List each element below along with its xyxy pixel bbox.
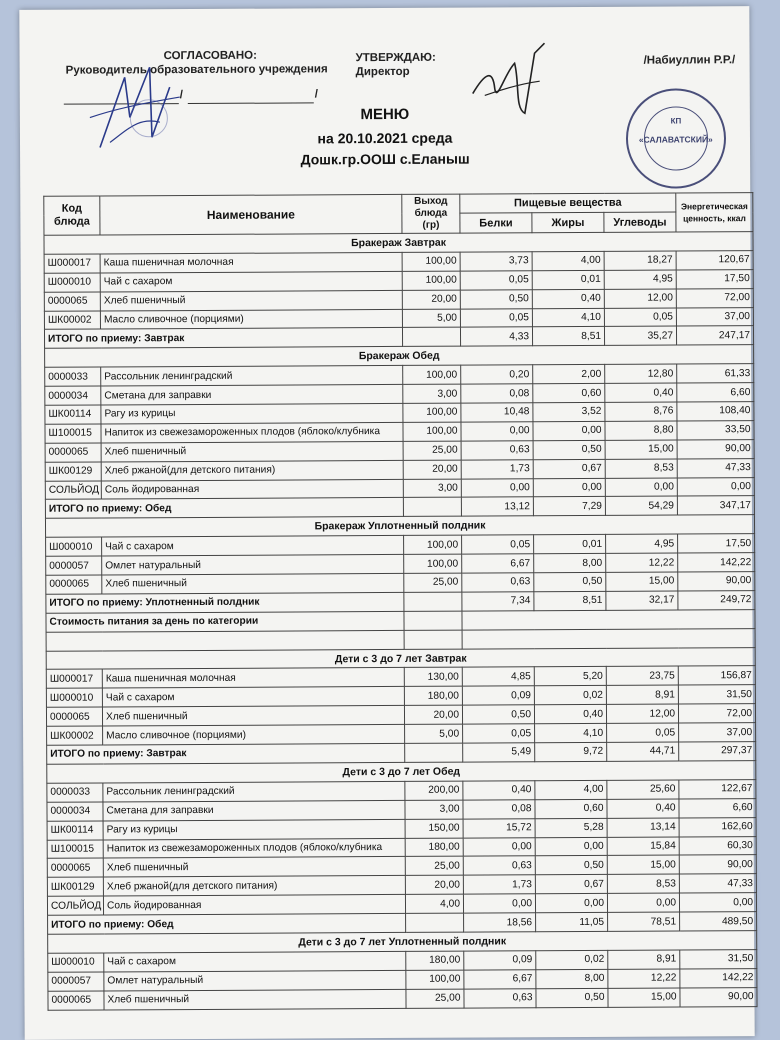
dish-carbs: 18,27 xyxy=(604,251,676,270)
dish-output: 3,00 xyxy=(403,384,461,403)
dish-carbs: 13,14 xyxy=(607,818,679,837)
dish-code: Ш100015 xyxy=(45,424,101,443)
dish-protein: 0,63 xyxy=(461,441,533,460)
dish-carbs: 15,00 xyxy=(605,440,677,459)
dish-output: 20,00 xyxy=(404,705,462,724)
dish-protein: 0,50 xyxy=(460,289,532,308)
agreed-slash-end: / xyxy=(314,88,318,101)
total-protein: 18,56 xyxy=(464,913,536,932)
dish-fat: 0,00 xyxy=(533,421,605,440)
dish-fat: 0,00 xyxy=(533,478,605,497)
dish-output: 130,00 xyxy=(404,668,462,687)
total-fat: 9,72 xyxy=(535,742,607,761)
dish-code: ШК00114 xyxy=(45,405,101,424)
dish-fat: 4,10 xyxy=(535,724,607,743)
dish-code: Ш100015 xyxy=(47,839,103,858)
dish-protein: 0,00 xyxy=(463,894,535,913)
dish-code: СОЛЬЙОД xyxy=(47,896,103,915)
dish-code: 0000033 xyxy=(47,783,103,802)
col-carbs-header: Углеводы xyxy=(604,212,676,232)
dish-carbs: 0,40 xyxy=(607,799,679,818)
dish-output: 20,00 xyxy=(402,290,460,309)
dish-carbs: 8,53 xyxy=(607,874,679,893)
dish-carbs: 0,05 xyxy=(604,308,676,327)
blank-cell xyxy=(46,630,404,651)
dish-carbs: 15,00 xyxy=(608,988,680,1007)
dish-output: 180,00 xyxy=(406,951,464,970)
dish-output: 100,00 xyxy=(403,403,461,422)
section-title: Дети с 3 до 7 лет Обед xyxy=(47,761,756,784)
dish-carbs: 8,91 xyxy=(606,685,678,704)
total-energy: 489,50 xyxy=(680,912,757,931)
dish-output: 4,00 xyxy=(405,894,463,913)
dish-carbs: 0,40 xyxy=(605,383,677,402)
dish-name: Хлеб пшеничный xyxy=(101,441,403,461)
dish-protein: 3,73 xyxy=(460,252,532,271)
stamp-kp: КП xyxy=(670,116,682,126)
dish-energy: 47,33 xyxy=(679,874,756,893)
dish-protein: 0,63 xyxy=(462,573,534,592)
dish-code: 0000057 xyxy=(46,556,102,575)
approve-title: УТВЕРЖДАЮ: xyxy=(355,51,436,65)
dish-name: Чай с сахаром xyxy=(102,536,404,556)
dish-protein: 0,05 xyxy=(462,535,534,554)
dish-fat: 0,50 xyxy=(533,440,605,459)
dish-fat: 2,00 xyxy=(533,365,605,384)
dish-fat: 0,50 xyxy=(535,856,607,875)
total-carbs: 44,71 xyxy=(607,742,679,761)
blank-cell xyxy=(404,630,462,649)
dish-fat: 5,28 xyxy=(535,818,607,837)
dish-fat: 3,52 xyxy=(533,402,605,421)
dish-name: Хлеб пшеничный xyxy=(103,857,405,877)
dish-fat: 8,00 xyxy=(536,969,608,988)
dish-protein: 0,09 xyxy=(464,951,536,970)
total-fat: 8,51 xyxy=(532,327,604,346)
col-protein-header: Белки xyxy=(460,213,532,233)
dish-fat: 0,67 xyxy=(533,459,605,478)
dish-fat: 0,00 xyxy=(535,894,607,913)
dish-output: 150,00 xyxy=(405,819,463,838)
dish-protein: 0,05 xyxy=(460,271,532,290)
total-protein: 13,12 xyxy=(461,497,533,516)
dish-protein: 1,73 xyxy=(461,459,533,478)
dish-carbs: 4,95 xyxy=(604,270,676,289)
dish-protein: 1,73 xyxy=(463,875,535,894)
dish-energy: 162,60 xyxy=(679,817,756,836)
total-output-empty xyxy=(402,328,460,347)
dish-name: Рагу из курицы xyxy=(103,819,405,839)
total-output-empty xyxy=(404,592,462,611)
total-fat: 11,05 xyxy=(536,912,608,931)
dish-carbs: 23,75 xyxy=(606,666,678,685)
section-title: Дети с 3 до 7 лет Завтрак xyxy=(46,647,755,670)
dish-energy: 31,50 xyxy=(680,949,757,968)
total-output-empty xyxy=(405,743,463,762)
stamp-name: «САЛАВАТСКИЙ» xyxy=(638,134,713,145)
dish-energy: 72,00 xyxy=(678,704,755,723)
dish-row xyxy=(48,987,757,1010)
col-code-header: Код блюда xyxy=(44,196,100,235)
dish-output: 100,00 xyxy=(404,535,462,554)
dish-name: Омлет натуральный xyxy=(102,555,404,575)
dish-fat: 0,60 xyxy=(533,383,605,402)
dish-protein: 0,63 xyxy=(463,856,535,875)
dish-energy: 60,30 xyxy=(679,836,756,855)
dish-energy: 120,67 xyxy=(676,250,753,269)
total-energy: 249,72 xyxy=(678,590,755,609)
dish-protein: 15,72 xyxy=(463,818,535,837)
dish-name: Напиток из свежезамороженных плодов (яблоко/клубника xyxy=(103,838,405,858)
dish-name: Хлеб ржаной(для детского питания) xyxy=(101,460,403,480)
dish-output: 100,00 xyxy=(403,422,461,441)
col-energy-header: Энергетическая ценность, ккал xyxy=(676,193,753,232)
col-nutrients-header: Пищевые вещества xyxy=(460,193,676,213)
dish-code: 0000034 xyxy=(47,802,103,821)
dish-name: Рассольник ленинградский xyxy=(101,366,403,386)
dish-energy: 156,87 xyxy=(678,666,755,685)
total-energy: 297,37 xyxy=(679,742,756,761)
dish-name: Сметана для заправки xyxy=(101,385,403,405)
dish-fat: 0,40 xyxy=(532,289,604,308)
dish-fat: 5,20 xyxy=(534,667,606,686)
dish-carbs: 12,00 xyxy=(606,704,678,723)
total-protein: 7,34 xyxy=(462,592,534,611)
dish-energy: 17,50 xyxy=(676,269,753,288)
dish-output: 100,00 xyxy=(403,365,461,384)
dish-carbs: 12,80 xyxy=(605,364,677,383)
dish-energy: 6,60 xyxy=(679,798,756,817)
dish-name: Хлеб пшеничный xyxy=(102,706,404,726)
dish-output: 100,00 xyxy=(402,252,460,271)
total-label: ИТОГО по приему: Уплотненный полдник xyxy=(46,592,404,613)
dish-code: 0000065 xyxy=(48,991,104,1010)
dish-output: 25,00 xyxy=(406,989,464,1008)
total-output-empty xyxy=(406,913,464,932)
dish-energy: 90,00 xyxy=(677,439,754,458)
menu-sheet xyxy=(19,6,754,1040)
dish-code: 0000065 xyxy=(45,443,101,462)
total-label: ИТОГО по приему: Обед xyxy=(45,498,403,519)
dish-carbs: 0,05 xyxy=(607,723,679,742)
total-fat: 8,51 xyxy=(534,591,606,610)
dish-fat: 0,40 xyxy=(534,705,606,724)
total-label: ИТОГО по приему: Завтрак xyxy=(47,743,405,764)
dish-carbs: 0,00 xyxy=(607,893,679,912)
dish-output: 3,00 xyxy=(403,479,461,498)
dish-name: Масло сливочное (порциями) xyxy=(103,725,405,745)
dish-protein: 4,85 xyxy=(462,667,534,686)
dish-protein: 0,50 xyxy=(462,705,534,724)
total-energy: 247,17 xyxy=(677,326,754,345)
dish-name: Хлеб пшеничный xyxy=(102,573,404,593)
dish-code: 0000057 xyxy=(48,972,104,991)
dish-name: Рагу из курицы xyxy=(101,403,403,423)
dish-name: Сметана для заправки xyxy=(103,800,405,820)
dish-carbs: 15,00 xyxy=(606,572,678,591)
dish-fat: 4,10 xyxy=(532,308,604,327)
dish-name: Каша пшеничная молочная xyxy=(100,252,402,272)
dish-energy: 72,00 xyxy=(676,288,753,307)
dish-energy: 90,00 xyxy=(680,987,757,1006)
dish-output: 100,00 xyxy=(402,271,460,290)
dish-protein: 10,48 xyxy=(461,403,533,422)
dish-fat: 0,50 xyxy=(534,572,606,591)
dish-carbs: 8,91 xyxy=(608,950,680,969)
dish-code: Ш000017 xyxy=(46,669,102,688)
dish-code: ШК00002 xyxy=(44,311,100,330)
section-title: Бракераж Обед xyxy=(45,345,754,368)
dish-carbs: 15,00 xyxy=(607,855,679,874)
dish-carbs: 8,76 xyxy=(605,402,677,421)
dish-carbs: 12,22 xyxy=(608,969,680,988)
dish-output: 5,00 xyxy=(402,309,460,328)
dish-carbs: 15,84 xyxy=(607,836,679,855)
dish-protein: 0,05 xyxy=(460,308,532,327)
dish-output: 25,00 xyxy=(404,573,462,592)
dish-energy: 90,00 xyxy=(678,572,755,591)
approve-subtitle: Директор xyxy=(355,65,410,79)
dish-fat: 4,00 xyxy=(535,780,607,799)
dish-energy: 6,60 xyxy=(677,383,754,402)
cost-value-empty xyxy=(462,609,755,629)
dish-output: 200,00 xyxy=(405,781,463,800)
cost-empty xyxy=(404,611,462,630)
blank-cell xyxy=(462,628,755,648)
dish-energy: 47,33 xyxy=(677,458,754,477)
dish-code: Ш000017 xyxy=(44,254,100,273)
dish-carbs: 12,22 xyxy=(606,553,678,572)
total-carbs: 78,51 xyxy=(608,912,680,931)
dish-energy: 31,50 xyxy=(678,685,755,704)
agreed-name-line xyxy=(188,101,314,104)
dish-name: Масло сливочное (порциями) xyxy=(100,309,402,329)
dish-name: Омлет натуральный xyxy=(104,970,406,990)
dish-code: Ш000010 xyxy=(44,273,100,292)
total-carbs: 35,27 xyxy=(604,326,676,345)
dish-fat: 0,01 xyxy=(534,535,606,554)
total-protein: 4,33 xyxy=(460,327,532,346)
total-carbs: 54,29 xyxy=(605,496,677,515)
dish-name: Чай с сахаром xyxy=(102,687,404,707)
dish-protein: 0,40 xyxy=(463,781,535,800)
dish-carbs: 8,80 xyxy=(605,421,677,440)
dish-protein: 0,00 xyxy=(461,422,533,441)
dish-code: 0000065 xyxy=(46,707,102,726)
total-energy: 347,17 xyxy=(677,496,754,515)
dish-code: 0000034 xyxy=(45,386,101,405)
dish-energy: 61,33 xyxy=(677,364,754,383)
dish-protein: 0,05 xyxy=(463,724,535,743)
dish-code: ШК00129 xyxy=(47,877,103,896)
dish-output: 20,00 xyxy=(403,460,461,479)
dish-name: Каша пшеничная молочная xyxy=(102,668,404,688)
dish-carbs: 12,00 xyxy=(604,289,676,308)
dish-name: Хлеб пшеничный xyxy=(100,290,402,310)
dish-carbs: 8,53 xyxy=(605,459,677,478)
dish-name: Чай с сахаром xyxy=(100,271,402,291)
menu-table xyxy=(43,192,757,1010)
agreed-subtitle: Руководитель образовательного учреждения xyxy=(65,63,328,77)
dish-carbs: 0,00 xyxy=(605,478,677,497)
dish-output: 100,00 xyxy=(404,554,462,573)
dish-code: ШК00129 xyxy=(45,462,101,481)
dish-code: 0000065 xyxy=(47,858,103,877)
cost-label: Стоимость питания за день по категории xyxy=(46,611,404,632)
dish-energy: 0,00 xyxy=(679,893,756,912)
dish-energy: 108,40 xyxy=(677,402,754,421)
dish-fat: 4,00 xyxy=(532,251,604,270)
total-fat: 7,29 xyxy=(533,497,605,516)
dish-energy: 142,22 xyxy=(680,968,757,987)
dish-fat: 0,01 xyxy=(532,270,604,289)
dish-fat: 0,02 xyxy=(536,950,608,969)
dish-name: Хлеб ржаной(для детского питания) xyxy=(103,876,405,896)
section-title: Дети с 3 до 7 лет Уплотненный полдник xyxy=(48,931,757,954)
dish-code: Ш000010 xyxy=(46,537,102,556)
dish-fat: 8,00 xyxy=(534,553,606,572)
dish-fat: 0,60 xyxy=(535,799,607,818)
dish-protein: 0,08 xyxy=(463,799,535,818)
dish-name: Соль йодированная xyxy=(103,895,405,915)
dish-energy: 37,00 xyxy=(676,307,753,326)
dish-name: Чай с сахаром xyxy=(104,951,406,971)
total-label: ИТОГО по приему: Завтрак xyxy=(44,328,402,349)
dish-output: 180,00 xyxy=(404,686,462,705)
dish-code: Ш000010 xyxy=(48,953,104,972)
dish-code: 0000065 xyxy=(46,575,102,594)
dish-protein: 0,00 xyxy=(463,837,535,856)
dish-energy: 122,67 xyxy=(679,779,756,798)
dish-protein: 0,08 xyxy=(461,384,533,403)
dish-carbs: 4,95 xyxy=(606,534,678,553)
dish-energy: 142,22 xyxy=(678,553,755,572)
dish-output: 25,00 xyxy=(405,856,463,875)
dish-output: 180,00 xyxy=(405,838,463,857)
total-carbs: 32,17 xyxy=(606,591,678,610)
dish-code: СОЛЬЙОД xyxy=(45,481,101,500)
total-protein: 5,49 xyxy=(463,743,535,762)
dish-fat: 0,50 xyxy=(536,988,608,1007)
dish-code: ШК00114 xyxy=(47,821,103,840)
dish-output: 3,00 xyxy=(405,800,463,819)
dish-energy: 17,50 xyxy=(678,534,755,553)
col-name-header: Наименование xyxy=(100,194,402,235)
dish-name: Хлеб пшеничный xyxy=(104,989,406,1009)
dish-protein: 6,67 xyxy=(464,969,536,988)
dish-carbs: 25,60 xyxy=(607,780,679,799)
dish-name: Напиток из свежезамороженных плодов (яблоко/клубника xyxy=(101,422,403,442)
dish-output: 5,00 xyxy=(405,724,463,743)
dish-fat: 0,00 xyxy=(535,837,607,856)
menu-group: Дошк.гр.ООШ с.Еланыш xyxy=(300,150,470,168)
total-output-empty xyxy=(403,498,461,517)
agreed-slash: / xyxy=(179,89,183,102)
dish-energy: 90,00 xyxy=(679,855,756,874)
dish-protein: 0,09 xyxy=(462,686,534,705)
col-output-header: Выход блюда (гр) xyxy=(402,194,460,233)
dish-output: 20,00 xyxy=(405,875,463,894)
dish-protein: 6,67 xyxy=(462,554,534,573)
dish-output: 25,00 xyxy=(403,441,461,460)
dish-output: 100,00 xyxy=(406,970,464,989)
total-label: ИТОГО по приему: Обед xyxy=(48,913,406,934)
dish-fat: 0,02 xyxy=(534,686,606,705)
dish-code: 0000065 xyxy=(44,292,100,311)
dish-protein: 0,00 xyxy=(461,478,533,497)
dish-name: Рассольник ленинградский xyxy=(103,781,405,801)
section-title: Бракераж Уплотненный полдник xyxy=(45,515,754,538)
menu-title: МЕНЮ xyxy=(360,105,410,124)
dish-protein: 0,20 xyxy=(461,365,533,384)
agreed-title: СОГЛАСОВАНО: xyxy=(163,49,257,63)
dish-code: ШК00002 xyxy=(47,726,103,745)
dish-energy: 0,00 xyxy=(677,477,754,496)
dish-code: Ш000010 xyxy=(46,688,102,707)
dish-energy: 33,50 xyxy=(677,420,754,439)
col-fat-header: Жиры xyxy=(532,212,604,232)
director-name: /Набиуллин Р.Р./ xyxy=(643,54,736,67)
menu-date: на 20.10.2021 среда xyxy=(317,129,453,147)
dish-code: 0000033 xyxy=(45,367,101,386)
dish-fat: 0,67 xyxy=(535,875,607,894)
dish-name: Соль йодированная xyxy=(101,479,403,499)
section-title: Бракераж Завтрак xyxy=(44,232,753,255)
dish-protein: 0,63 xyxy=(464,988,536,1007)
dish-energy: 37,00 xyxy=(679,723,756,742)
